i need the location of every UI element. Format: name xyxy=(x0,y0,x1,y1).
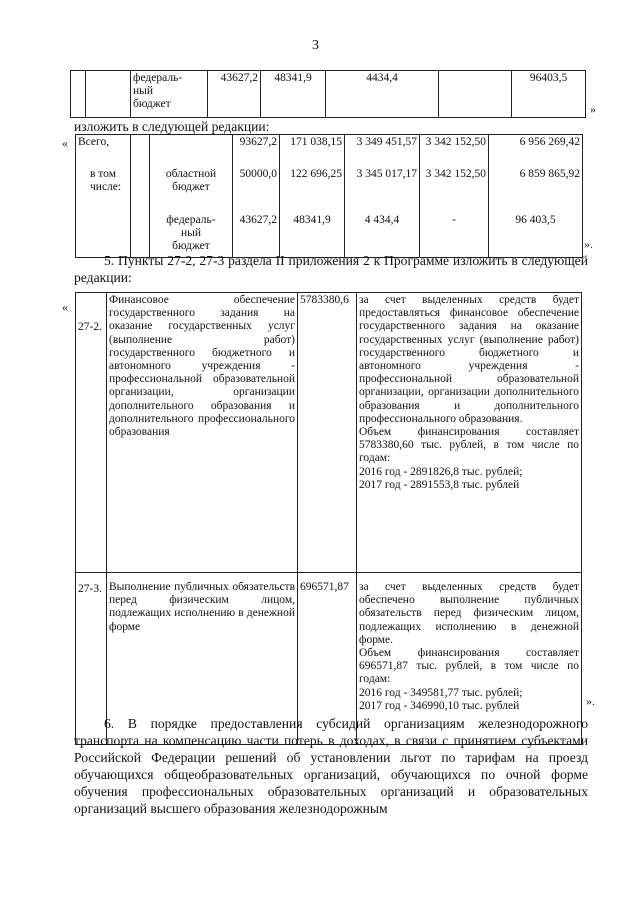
value-cell: - xyxy=(420,213,489,258)
value-cell: 43627,2 xyxy=(208,71,261,118)
value-cell: 43627,2 xyxy=(233,213,280,258)
closing-quote: ». xyxy=(584,237,593,251)
paragraph-5: 5. Пункты 27-2, 27-3 раздела II приложения 2 к Программе изложить в следующей редакции: xyxy=(74,253,588,285)
value-cell: 3 342 152,50 xyxy=(420,135,489,168)
value-cell: 50000,0 xyxy=(233,167,280,213)
value-cell: 4434,4 xyxy=(326,71,439,118)
financing-table xyxy=(75,134,583,258)
value-cell: 96 403,5 xyxy=(489,213,583,258)
opening-quote: « xyxy=(62,300,68,314)
value-cell: 48341,9 xyxy=(261,71,326,118)
item-number: 27-2. xyxy=(76,293,107,573)
item-name: Финансовое обеспечение государственного задания на оказание государственных услуг (выполнение работ) государственного бюджетного и автономного учреждения - профессиональной образовательной организации, организации дополнительного образования и дополнительного профессионального образования xyxy=(107,293,298,573)
budget-label: федераль- ный бюджет xyxy=(131,71,208,118)
closing-quote: ». xyxy=(586,694,595,708)
value-cell: 171 038,15 xyxy=(280,135,345,168)
value-cell: 96403,5 xyxy=(512,71,586,118)
value-cell: 93627,2 xyxy=(233,135,280,168)
table-row xyxy=(76,135,583,168)
table-row xyxy=(71,71,586,118)
value-cell: 3 342 152,50 xyxy=(420,167,489,213)
intro-text: изложить в следующей редакции: xyxy=(74,119,270,134)
table-row: федераль- ный бюджет 43627,2 48341,9 4 434,4 - 96 403,5 xyxy=(76,213,583,258)
value-cell: 48341,9 xyxy=(280,213,345,258)
row-label: Всего, xyxy=(76,135,131,168)
value-cell: 6 859 865,92 xyxy=(489,167,583,213)
item-name: Выполнение публичных обязательств перед физическим лицом, подлежащих исполнению в денежной форме xyxy=(107,573,298,745)
page-number: 3 xyxy=(312,38,319,53)
item-amount: 5783380,6 xyxy=(298,293,357,573)
items-table xyxy=(75,292,582,745)
closing-quote: » xyxy=(590,102,596,116)
opening-quote: « xyxy=(62,136,68,150)
item-amount: 696571,87 xyxy=(298,573,357,745)
item-description: за счет выделенных средств будет предоставляться финансовое обеспечение государственного задания на оказание государственных услуг (выполнение работ) государственного бюджетного и автономного учреждения - профессиональной образовательной организации, организации дополнительного образования и дополнительного профессионального образования. Объем финансирования составляет 5783380,60 тыс. рублей, в том числе по годам: 2016 год - 2891826,8 тыс. рублей; 2017 год - 2891553,8 тыс. рублей xyxy=(357,293,582,573)
value-cell: 3 349 451,57 xyxy=(345,135,420,168)
item-description: за счет выделенных средств будет обеспечено выполнение публичных обязательств перед физическим лицом, подлежащих исполнению в денежной форме. Объем финансирования составляет 696571,87 тыс. рублей, в том числе по годам: 2016 год - 349581,77 тыс. рублей; 2017 год - 346990,10 тыс. рублей xyxy=(357,573,582,745)
value-cell: 122 696,25 xyxy=(280,167,345,213)
table-row: в том числе: областной бюджет 50000,0 122 696,25 3 345 017,17 3 342 152,50 6 859 865,92 xyxy=(76,167,583,213)
row-label: в том числе: xyxy=(76,167,131,213)
paragraph-6: 6. В порядке предоставления субсидий организациям железнодорожного транспорта на компенсацию части потерь в доходах, в связи с принятием субъектами Российской Федерации решений об установлении льгот по тарифам на проезд обучающихся общеобразовательных организаций, обучающихся по очной форме обучения профессиональных образовательных организаций и образовательных организаций высшего образования железнодорожным xyxy=(74,716,588,816)
value-cell: 6 956 269,42 xyxy=(489,135,583,168)
value-cell: 4 434,4 xyxy=(345,213,420,258)
value-cell: 3 345 017,17 xyxy=(345,167,420,213)
top-table xyxy=(70,70,586,118)
table-row xyxy=(76,293,582,573)
value-cell xyxy=(439,71,512,118)
item-number: 27-3. xyxy=(76,573,107,745)
